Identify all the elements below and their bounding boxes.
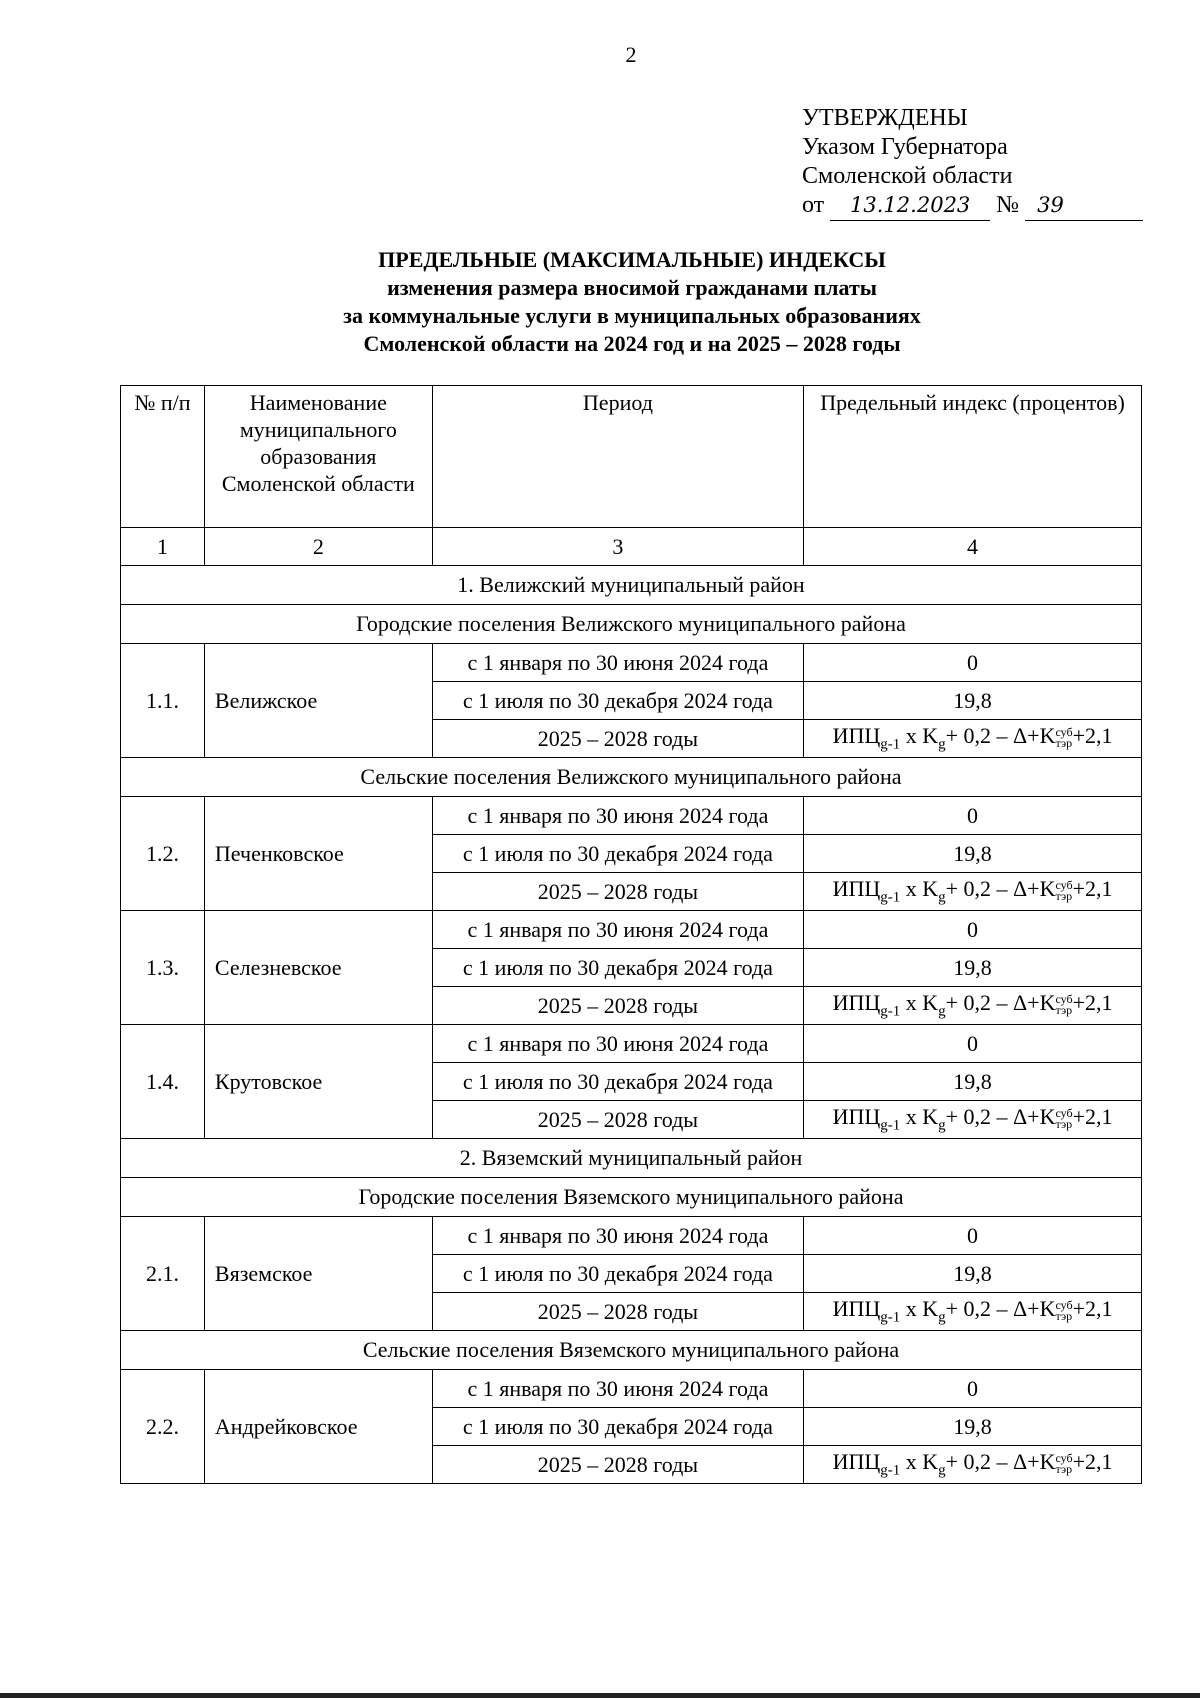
from-label: от [802, 192, 825, 218]
formula-subscript: g-1 [880, 736, 901, 753]
formula-part: + 0,2 – Δ+K [945, 876, 1056, 902]
formula-part: +2,1 [1072, 1449, 1113, 1475]
formula-stack [1055, 994, 1072, 1016]
formula-stack [1055, 1453, 1072, 1475]
settlement-name: Вяземское [204, 1217, 432, 1331]
header-name: Наименование муниципального образования Смоленской области [204, 386, 432, 528]
table-row [121, 644, 1142, 682]
formula-superscript: суб [1055, 1451, 1073, 1466]
handwritten-date: 13.12.2023 [830, 191, 990, 221]
index-cell [804, 1446, 1142, 1484]
handwritten-number: 39 [1025, 191, 1143, 221]
formula-part: ИПЦ [832, 1296, 881, 1322]
formula-subscript: g-1 [880, 1003, 901, 1020]
period-cell: с 1 июля по 30 декабря 2024 года [432, 1063, 803, 1101]
settlement-group-row [121, 758, 1142, 797]
number-label: № [996, 192, 1020, 218]
formula-part: + 0,2 – Δ+K [945, 1104, 1056, 1130]
index-cell: 0 [804, 1025, 1142, 1063]
approval-heading: УТВЕРЖДЕНЫ [802, 105, 968, 131]
column-number: 4 [804, 528, 1142, 566]
district-row [121, 1139, 1142, 1178]
settlement-name: Крутовское [204, 1025, 432, 1139]
formula-part: x K [900, 723, 939, 749]
settlement-group-row [121, 1178, 1142, 1217]
table-row [121, 797, 1142, 835]
settlement-group-title: Сельские поселения Велижского муниципального района [121, 758, 1142, 797]
period-cell: 2025 – 2028 годы [432, 873, 803, 911]
header-index: Предельный индекс (процентов) [804, 386, 1142, 528]
formula-part: ИПЦ [832, 990, 881, 1016]
period-cell: 2025 – 2028 годы [432, 1446, 803, 1484]
row-number: 2.2. [121, 1370, 205, 1484]
index-cell: 19,8 [804, 835, 1142, 873]
settlement-group-row [121, 1331, 1142, 1370]
table-row [121, 1025, 1142, 1063]
formula-subscript: g [938, 1309, 946, 1326]
period-cell: 2025 – 2028 годы [432, 720, 803, 758]
period-cell: 2025 – 2028 годы [432, 987, 803, 1025]
period-cell: с 1 июля по 30 декабря 2024 года [432, 835, 803, 873]
formula-subscript: g [938, 1462, 946, 1479]
title-line-2: изменения размера вносимой гражданами платы [387, 275, 877, 300]
formula-part: ИПЦ [832, 876, 881, 902]
formula-part: x K [900, 990, 939, 1016]
formula-subscript: тэр [1055, 736, 1073, 751]
index-cell [804, 1101, 1142, 1139]
index-cell: 0 [804, 1217, 1142, 1255]
period-cell: 2025 – 2028 годы [432, 1293, 803, 1331]
header-row [121, 386, 1142, 528]
formula-stack [1055, 727, 1072, 749]
formula-part: +2,1 [1072, 990, 1113, 1016]
index-cell: 19,8 [804, 949, 1142, 987]
period-cell: с 1 января по 30 июня 2024 года [432, 911, 803, 949]
formula-part: x K [900, 1296, 939, 1322]
settlement-name: Печенковское [204, 797, 432, 911]
period-cell: с 1 января по 30 июня 2024 года [432, 1217, 803, 1255]
formula-part: +2,1 [1072, 1296, 1113, 1322]
formula-part: ИПЦ [832, 1449, 881, 1475]
formula-superscript: суб [1055, 725, 1073, 740]
index-cell: 0 [804, 911, 1142, 949]
formula-subscript: g-1 [880, 1309, 901, 1326]
row-number: 1.4. [121, 1025, 205, 1139]
formula-part: +2,1 [1072, 876, 1113, 902]
approval-date-line [802, 191, 1143, 221]
settlement-name: Велижское [204, 644, 432, 758]
district-title: 1. Велижский муниципальный район [121, 566, 1142, 605]
formula-superscript: суб [1055, 992, 1073, 1007]
index-cell: 19,8 [804, 1255, 1142, 1293]
header-num: № п/п [121, 386, 205, 528]
scan-edge [0, 1693, 1200, 1698]
row-number: 1.1. [121, 644, 205, 758]
formula-subscript: тэр [1055, 1462, 1073, 1477]
column-numbers-row [121, 528, 1142, 566]
approval-block [802, 104, 1143, 221]
formula-superscript: суб [1055, 1106, 1073, 1121]
page-number: 2 [625, 42, 637, 67]
index-cell: 19,8 [804, 682, 1142, 720]
index-cell [804, 1293, 1142, 1331]
index-cell [804, 873, 1142, 911]
formula-subscript: тэр [1055, 889, 1073, 904]
column-number: 2 [204, 528, 432, 566]
formula-part: + 0,2 – Δ+K [945, 1449, 1056, 1475]
period-cell: с 1 января по 30 июня 2024 года [432, 644, 803, 682]
index-cell: 19,8 [804, 1408, 1142, 1446]
district-title: 2. Вяземский муниципальный район [121, 1139, 1142, 1178]
indices-table [120, 385, 1142, 1484]
formula-part: +2,1 [1072, 1104, 1113, 1130]
formula-subscript: g-1 [880, 889, 901, 906]
formula-part: +2,1 [1072, 723, 1113, 749]
settlement-group-title: Городские поселения Вяземского муниципального района [121, 1178, 1142, 1217]
row-number: 1.3. [121, 911, 205, 1025]
table-row [121, 911, 1142, 949]
settlement-group-title: Городские поселения Велижского муниципального района [121, 605, 1142, 644]
title-line-3: за коммунальные услуги в муниципальных образованиях [343, 303, 921, 328]
formula-subscript: g [938, 736, 946, 753]
index-cell [804, 987, 1142, 1025]
formula-part: + 0,2 – Δ+K [945, 1296, 1056, 1322]
index-cell: 0 [804, 1370, 1142, 1408]
index-cell: 0 [804, 797, 1142, 835]
settlement-name: Андрейковское [204, 1370, 432, 1484]
approval-decree: Указом Губернатора [802, 134, 1008, 160]
table-row [121, 1217, 1142, 1255]
period-cell: 2025 – 2028 годы [432, 1101, 803, 1139]
row-number: 2.1. [121, 1217, 205, 1331]
formula-superscript: суб [1055, 878, 1073, 893]
index-cell [804, 720, 1142, 758]
period-cell: с 1 июля по 30 декабря 2024 года [432, 1408, 803, 1446]
formula-subscript: тэр [1055, 1003, 1073, 1018]
formula-stack [1055, 1300, 1072, 1322]
formula-subscript: тэр [1055, 1309, 1073, 1324]
formula-part: x K [900, 1104, 939, 1130]
formula-part: + 0,2 – Δ+K [945, 990, 1056, 1016]
formula-subscript: g-1 [880, 1117, 901, 1134]
formula-superscript: суб [1055, 1298, 1073, 1313]
formula-subscript: g-1 [880, 1462, 901, 1479]
settlement-group-row [121, 605, 1142, 644]
period-cell: с 1 июля по 30 декабря 2024 года [432, 949, 803, 987]
document-title [120, 246, 1144, 358]
period-cell: с 1 июля по 30 декабря 2024 года [432, 1255, 803, 1293]
formula-subscript: тэр [1055, 1117, 1073, 1132]
title-line-1: ПРЕДЕЛЬНЫЕ (МАКСИМАЛЬНЫЕ) ИНДЕКСЫ [378, 247, 886, 272]
row-number: 1.2. [121, 797, 205, 911]
formula-part: + 0,2 – Δ+K [945, 723, 1056, 749]
formula-stack [1055, 1108, 1072, 1130]
approval-region: Смоленской области [802, 163, 1013, 189]
district-row [121, 566, 1142, 605]
formula-part: x K [900, 876, 939, 902]
title-line-4: Смоленской области на 2024 год и на 2025 – 2028 годы [363, 331, 901, 356]
header-period: Период [432, 386, 803, 528]
formula-part: x K [900, 1449, 939, 1475]
index-cell: 19,8 [804, 1063, 1142, 1101]
settlement-group-title: Сельские поселения Вяземского муниципального района [121, 1331, 1142, 1370]
formula-subscript: g [938, 889, 946, 906]
formula-part: ИПЦ [832, 723, 881, 749]
period-cell: с 1 января по 30 июня 2024 года [432, 797, 803, 835]
period-cell: с 1 января по 30 июня 2024 года [432, 1025, 803, 1063]
formula-part: ИПЦ [832, 1104, 881, 1130]
table-row [121, 1370, 1142, 1408]
index-cell: 0 [804, 644, 1142, 682]
formula-stack [1055, 880, 1072, 902]
column-number: 3 [432, 528, 803, 566]
settlement-name: Селезневское [204, 911, 432, 1025]
period-cell: с 1 июля по 30 декабря 2024 года [432, 682, 803, 720]
period-cell: с 1 января по 30 июня 2024 года [432, 1370, 803, 1408]
column-number: 1 [121, 528, 205, 566]
formula-subscript: g [938, 1117, 946, 1134]
formula-subscript: g [938, 1003, 946, 1020]
